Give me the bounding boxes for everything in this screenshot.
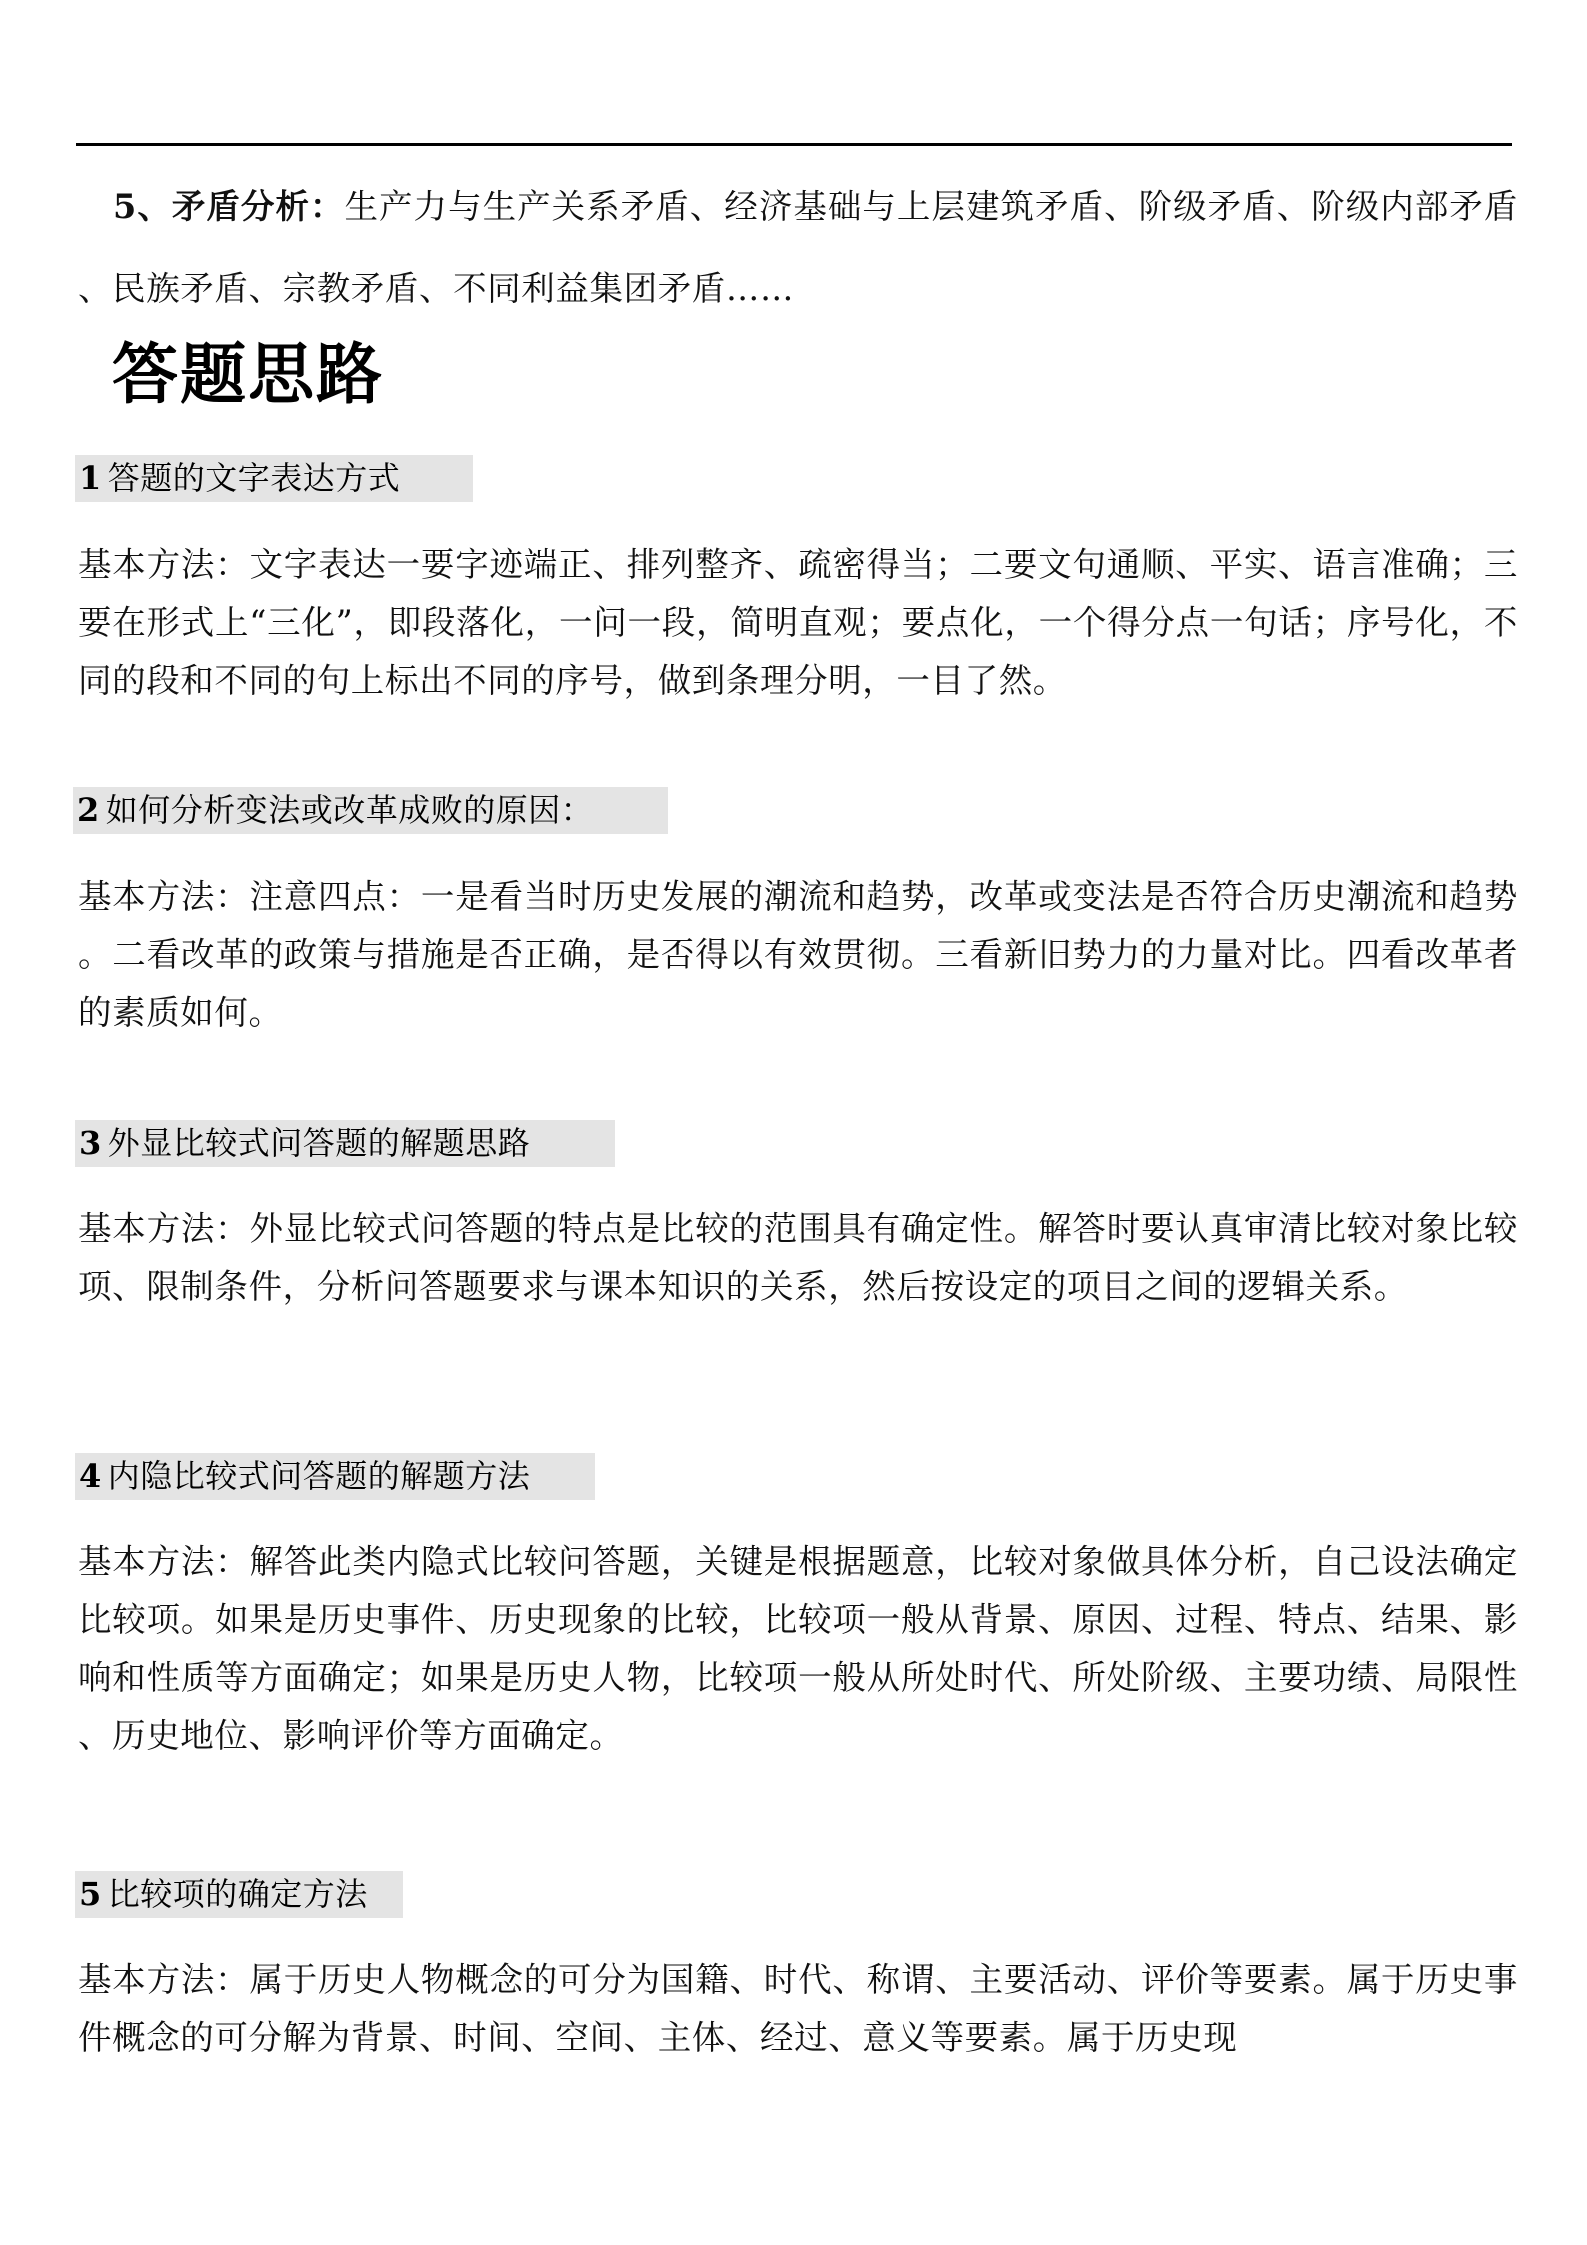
section-heading-1 <box>75 455 473 502</box>
page-title: 答题思路 <box>112 336 384 413</box>
section-heading-2 <box>73 787 668 834</box>
header-rule <box>76 143 1512 146</box>
section-body-3: 基本方法：外显比较式问答题的特点是比较的范围具有确定性。解答时要认真审清比较对象比较项、限制条件，分析问答题要求与课本知识的关系，然后按设定的项目之间的逻辑关系。 <box>78 1209 1518 1306</box>
section-heading-3 <box>75 1120 615 1167</box>
section-body-4: 基本方法：解答此类内隐式比较问答题，关键是根据题意，比较对象做具体分析，自己设法确定比较项。如果是历史事件、历史现象的比较，比较项一般从背景、原因、过程、特点、结果、影响和性质等方面确定；如果是历史人物，比较项一般从所处时代、所处阶级、主要功绩、局限性、历史地位、影响评价等方面确定。 <box>78 1542 1518 1755</box>
intro-lead: 5、矛盾分析： <box>113 187 345 226</box>
section-number: 3 <box>79 1124 102 1162</box>
section-number: 1 <box>79 459 102 497</box>
section-number: 2 <box>77 791 100 829</box>
section-body-5: 基本方法：属于历史人物概念的可分为国籍、时代、称谓、主要活动、评价等要素。属于历史事件概念的可分解为背景、时间、空间、主体、经过、意义等要素。属于历史现 <box>78 1960 1518 2057</box>
section-heading-5 <box>75 1871 403 1918</box>
section-number: 5 <box>79 1875 102 1913</box>
section-heading-text: 外显比较式问答题的解题思路 <box>107 1124 531 1162</box>
section-heading-text: 比较项的确定方法 <box>107 1875 368 1913</box>
section-number: 4 <box>79 1457 102 1495</box>
intro-text: 生产力与生产关系矛盾、经济基础与上层建筑矛盾、阶级矛盾、阶级内部矛盾、民族矛盾、宗教矛盾、不同利益集团矛盾…… <box>78 187 1518 308</box>
section-heading-4 <box>75 1453 595 1500</box>
section-body-1: 基本方法：文字表达一要字迹端正、排列整齐、疏密得当；二要文句通顺、平实、语言准确；三要在形式上“三化”，即段落化，一问一段，简明直观；要点化，一个得分点一句话；序号化，不同的段和不同的句上标出不同的序号，做到条理分明，一目了然。 <box>78 545 1518 700</box>
section-heading-text: 内隐比较式问答题的解题方法 <box>107 1457 531 1495</box>
section-heading-text: 如何分析变法或改革成败的原因： <box>105 791 594 829</box>
section-body-2: 基本方法：注意四点：一是看当时历史发展的潮流和趋势，改革或变法是否符合历史潮流和趋势。二看改革的政策与措施是否正确，是否得以有效贯彻。三看新旧势力的力量对比。四看改革者的素质如何。 <box>78 877 1518 1032</box>
intro-paragraph <box>78 166 1518 330</box>
section-heading-text: 答题的文字表达方式 <box>107 459 401 497</box>
